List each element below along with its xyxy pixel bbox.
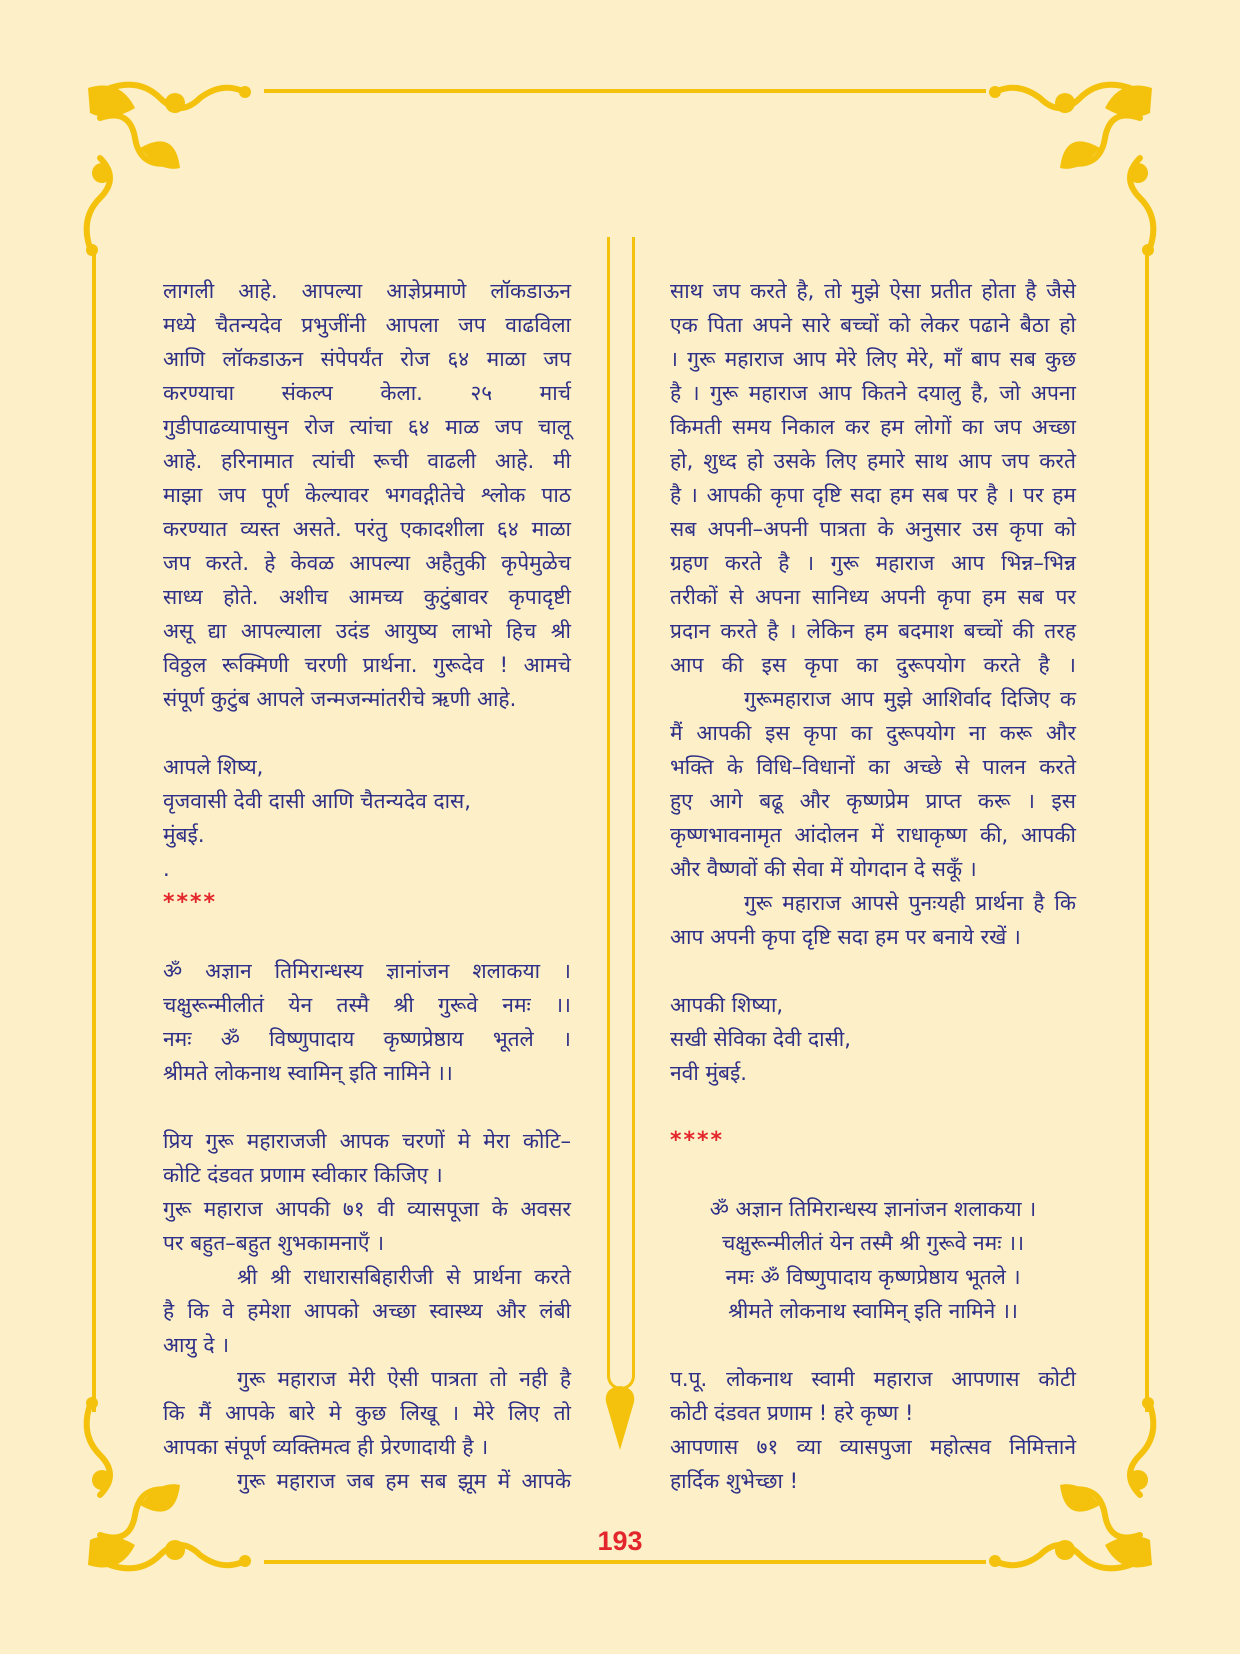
left-text-line: माझा जप पूर्ण केल्यावर भगवद्गीतेचे श्लोक पाठ bbox=[163, 483, 571, 507]
left-text-line: गुडीपाढव्यापासुन रोज त्यांचा ६४ माळ जप चालू bbox=[163, 415, 571, 439]
left-text-line: मुंबई. bbox=[163, 823, 205, 847]
right-text-line: है । आपकी कृपा दृष्टि सदा हम सब पर है । पर हम bbox=[670, 483, 1076, 507]
right-text-line: सखी सेविका देवी दासी, bbox=[670, 1027, 851, 1051]
right-text-line: तरीकों से अपना सानिध्य अपनी कृपा हम सब पर bbox=[670, 585, 1076, 609]
right-text-line: एक पिता अपने सारे बच्चों को लेकर पढाने बैठा हो bbox=[670, 313, 1076, 337]
blank-line bbox=[163, 1090, 571, 1124]
right-text-line: हार्दिक शुभेच्छा ! bbox=[670, 1469, 799, 1493]
right-text-line: प.पू. लोकनाथ स्वामी महाराज आपणास कोटी bbox=[670, 1367, 1076, 1391]
left-text-line: ॐ अज्ञान तिमिरान्धस्य ज्ञानांजन शलाकया । bbox=[163, 959, 571, 983]
left-text-line: करण्याचा संकल्प केला. २५ मार्च bbox=[163, 381, 571, 405]
drop-ornament-icon bbox=[604, 1386, 636, 1452]
blank-line bbox=[670, 1328, 1076, 1362]
bottom-border-line bbox=[264, 1560, 986, 1564]
left-text-line: गुरू महाराज आपकी ७१ वी व्यासपूजा के अवसर bbox=[163, 1197, 571, 1221]
left-text-line: मध्ये चैतन्यदेव प्रभुजींनी आपला जप वाढविला bbox=[163, 313, 571, 337]
right-text-line: आपकी शिष्या, bbox=[670, 993, 784, 1017]
right-text-line: भक्ति के विधि–विधानों का अच्छे से पालन करते bbox=[670, 755, 1076, 779]
right-text-line: कोटी दंडवत प्रणाम ! हरे कृष्ण ! bbox=[670, 1401, 914, 1425]
right-text-line: और वैष्णवों की सेवा में योगदान दे सकूँ । bbox=[670, 857, 977, 881]
top-border-line bbox=[264, 89, 986, 93]
left-text-line: साध्य होते. अशीच आमच्य कुटुंबावर कृपादृष्टी bbox=[163, 585, 571, 609]
left-text-line: विठ्ठल रूक्मिणी चरणी प्रार्थना. गुरूदेव ! आमचे bbox=[163, 653, 571, 677]
right-text-line: ॐ अज्ञान तिमिरान्धस्य ज्ञानांजन शलाकया । bbox=[709, 1197, 1037, 1221]
right-column bbox=[670, 274, 1076, 1498]
right-text-line: गुरू महाराज आपसे पुनःयही प्रार्थना है कि bbox=[744, 891, 1076, 915]
left-text-line: . bbox=[163, 857, 170, 881]
right-text-line: हुए आगे बढू और कृष्णप्रेम प्राप्त करू । इस bbox=[670, 789, 1076, 813]
left-text-line: श्रीमते लोकनाथ स्वामिन् इति नामिने ।। bbox=[163, 1061, 453, 1085]
right-text-line: मैं आपकी इस कृपा का दुरूपयोग ना करू और bbox=[670, 721, 1076, 745]
blank-line bbox=[163, 716, 571, 750]
right-text-line: कृष्णभावनामृत आंदोलन में राधाकृष्ण की, आपकी bbox=[670, 823, 1076, 847]
right-text-line: चक्षुरून्मीलीतं येन तस्मै श्री गुरूवे नमः ।। bbox=[721, 1231, 1025, 1255]
right-text-line: नमः ॐ विष्णुपादाय कृष्णप्रेष्ठाय भूतले । bbox=[725, 1265, 1021, 1289]
left-text-line: करण्यात व्यस्त असते. परंतु एकादशीला ६४ माळा bbox=[163, 517, 571, 541]
right-text-line: किमती समय निकाल कर हम लोगों का जप अच्छा bbox=[670, 415, 1076, 439]
left-text-line: आपले शिष्य, bbox=[163, 755, 264, 779]
left-text-line: कि मैं आपके बारे मे कुछ लिखू । मेरे लिए तो bbox=[163, 1401, 571, 1425]
right-text-line: हो, शुध्द हो उसके लिए हमारे साथ आप जप करते bbox=[670, 449, 1076, 473]
right-text-line: है । गुरू महाराज आप कितने दयालु है, जो अपना bbox=[670, 381, 1076, 405]
left-text-line: पर बहुत–बहुत शुभकामनाएँ । bbox=[163, 1231, 385, 1255]
left-text-line: आणि लॉकडाऊन संपेपर्यंत रोज ६४ माळा जप bbox=[163, 347, 571, 371]
left-text-line: आहे. हरिनामात त्यांची रूची वाढली आहे. मी bbox=[163, 449, 571, 473]
blank-line bbox=[670, 1158, 1076, 1192]
right-text-line: । गुरू महाराज आप मेरे लिए मेरे, माँ बाप सब कुछ bbox=[670, 347, 1076, 371]
left-text-line: आपका संपूर्ण व्यक्तिमत्व ही प्रेरणादायी है । bbox=[163, 1435, 489, 1459]
right-text-line: आप अपनी कृपा दृष्टि सदा हम पर बनाये रखें । bbox=[670, 925, 1021, 949]
left-text-line: वृजवासी देवी दासी आणि चैतन्यदेव दास, bbox=[163, 789, 471, 813]
left-text-line: आयु दे । bbox=[163, 1333, 230, 1357]
blank-line bbox=[670, 1090, 1076, 1124]
left-text-line: जप करते. हे केवळ आपल्या अहैतुकी कृपेमुळेच bbox=[163, 551, 571, 575]
right-text-line: आप की इस कृपा का दुरूपयोग करते है । bbox=[670, 653, 1076, 677]
blank-line bbox=[670, 954, 1076, 988]
right-text-line: आपणास ७१ व्या व्यासपुजा महोत्सव निमित्ताने bbox=[670, 1435, 1076, 1459]
column-divider bbox=[607, 237, 635, 1390]
left-column bbox=[163, 274, 571, 1498]
left-text-line: गुरू महाराज मेरी ऐसी पात्रता तो नही है bbox=[237, 1367, 571, 1391]
right-text-line: गुरूमहाराज आप मुझे आशिर्वाद दिजिए क bbox=[744, 687, 1076, 711]
left-text-line: कोटि दंडवत प्रणाम स्वीकार किजिए । bbox=[163, 1163, 443, 1187]
left-text-line: लागली आहे. आपल्या आज्ञेप्रमाणे लॉकडाऊन bbox=[163, 279, 571, 303]
left-text-line: संपूर्ण कुटुंब आपले जन्मजन्मांतरीचे ऋणी आहे. bbox=[163, 687, 517, 711]
right-border-line bbox=[1145, 248, 1149, 1412]
left-text-line: प्रिय गुरू महाराजजी आपक चरणों मे मेरा कोटि– bbox=[163, 1129, 571, 1153]
right-text-line: नवी मुंबई. bbox=[670, 1061, 747, 1085]
section-separator-stars: **** bbox=[670, 1128, 725, 1153]
corner-ornament-icon bbox=[80, 78, 270, 268]
blank-line bbox=[163, 920, 571, 954]
corner-ornament-icon bbox=[970, 78, 1160, 268]
left-text-line: नमः ॐ विष्णुपादाय कृष्णप्रेष्ठाय भूतले । bbox=[163, 1027, 571, 1051]
right-text-line: सब अपनी–अपनी पात्रता के अनुसार उस कृपा को bbox=[670, 517, 1076, 541]
left-text-line: असू द्या आपल्याला उदंड आयुष्य लाभो हिच श्री bbox=[163, 619, 571, 643]
page-number: 193 bbox=[597, 1526, 643, 1556]
right-text-line: साथ जप करते है, तो मुझे ऐसा प्रतीत होता है जैसे bbox=[670, 279, 1076, 303]
left-text-line: गुरू महाराज जब हम सब झूम में आपके bbox=[237, 1469, 571, 1493]
left-text-line: चक्षुरून्मीलीतं येन तस्मै श्री गुरूवे नमः ।। bbox=[163, 993, 571, 1017]
left-text-line: है कि वे हमेशा आपको अच्छा स्वास्थ्य और लंबी bbox=[163, 1299, 571, 1323]
right-text-line: श्रीमते लोकनाथ स्वामिन् इति नामिने ।। bbox=[728, 1299, 1018, 1323]
left-border-line bbox=[92, 248, 96, 1412]
section-separator-stars: **** bbox=[163, 890, 218, 915]
right-text-line: ग्रहण करते है । गुरू महाराज आप भिन्न–भिन्न bbox=[670, 551, 1076, 575]
right-text-line: प्रदान करते है । लेकिन हम बदमाश बच्चों की तरह bbox=[670, 619, 1076, 643]
left-text-line: श्री श्री राधारासबिहारीजी से प्रार्थना करते bbox=[237, 1265, 571, 1289]
